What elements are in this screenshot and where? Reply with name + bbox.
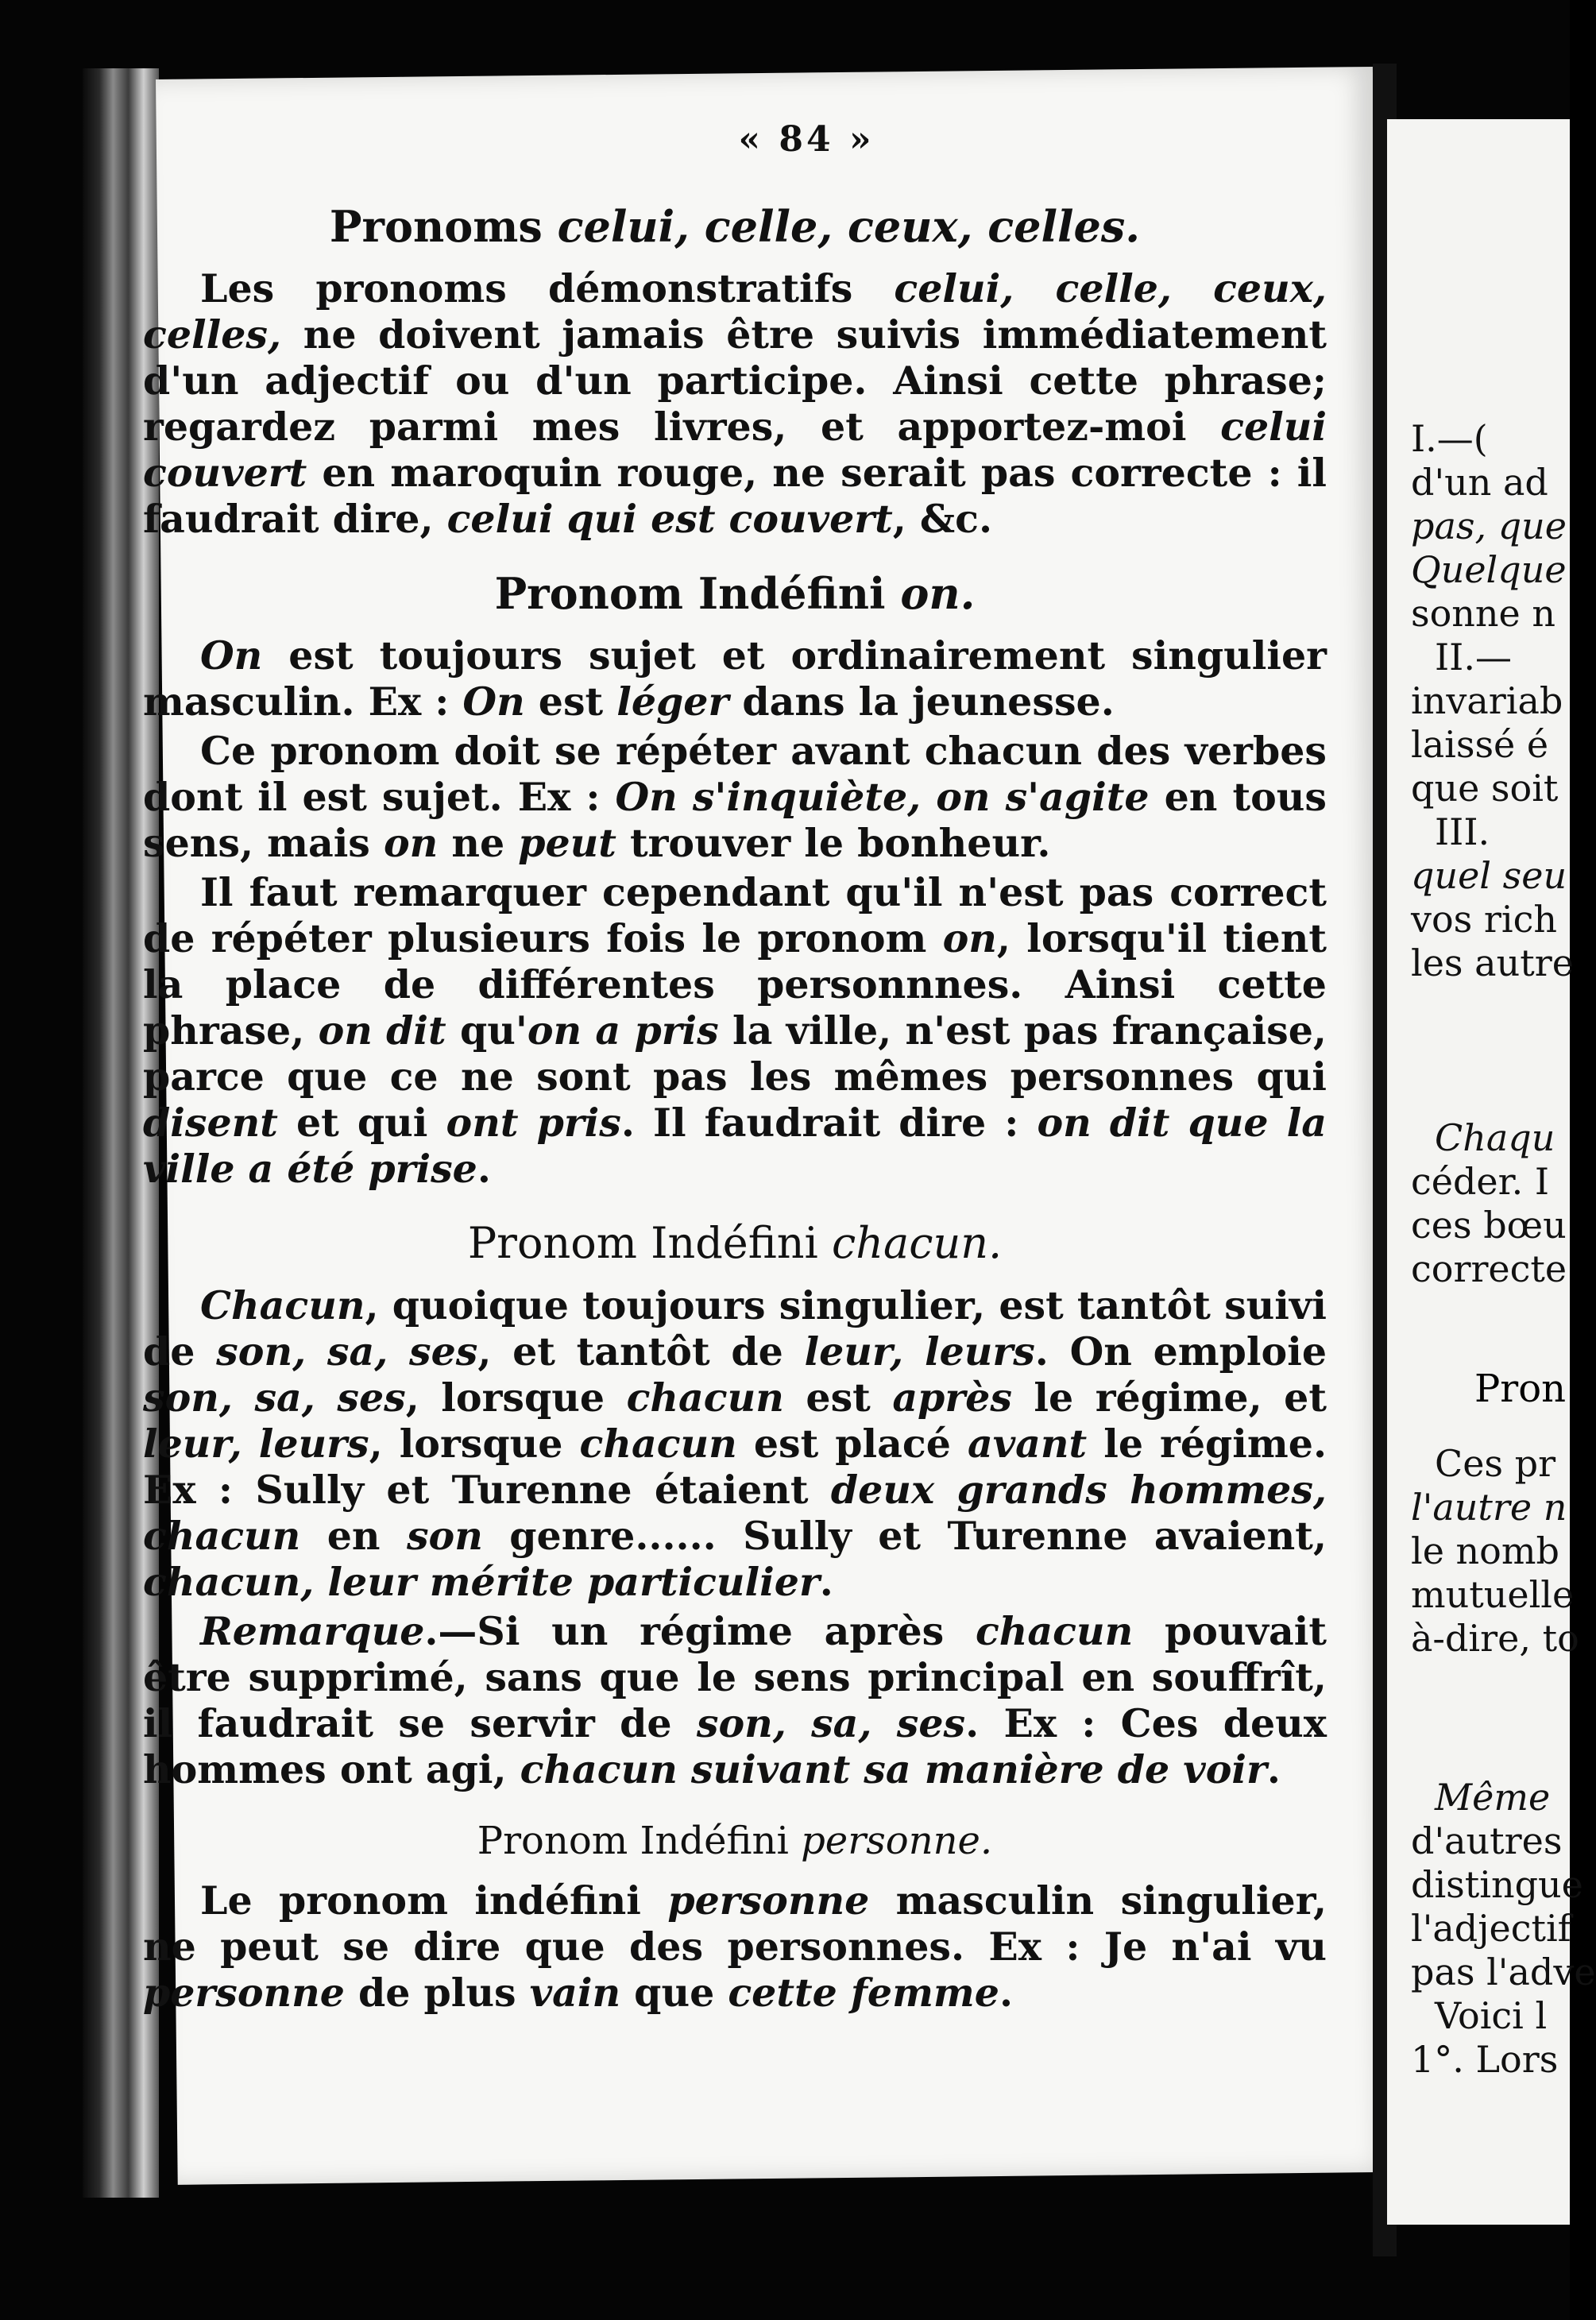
left-page-text	[143, 119, 1327, 2019]
page-number	[286, 119, 1327, 175]
right-fragment: à-dire, to	[1411, 1617, 1579, 1660]
right-fragment: d'un ad	[1411, 461, 1548, 504]
right-fragment: les autre	[1411, 942, 1574, 984]
page-number-ornament-left: «	[738, 119, 764, 160]
right-fragment: Même	[1435, 1776, 1551, 1819]
right-fragment: Ces pr	[1435, 1442, 1556, 1485]
section-heading-personne	[143, 1819, 1327, 1863]
heading-prefix: Pronoms	[329, 201, 558, 252]
paragraph: Les pronoms démonstratifs celui, celle, ceux, celles, ne doivent jamais être suivis immédiatement d'un adjectif ou d'un participe. Ainsi cette phrase; regardez parmi mes livres, et apportez-moi celui couvert en maroquin rouge, ne serait pas correcte : il faudrait dire, celui qui est couvert, &c.	[143, 265, 1327, 543]
right-fragment: I.—(	[1411, 417, 1488, 460]
section-heading-celui	[143, 202, 1327, 251]
right-fragment: 1°. Lors	[1411, 2038, 1559, 2081]
right-fragment: sonne n	[1411, 592, 1556, 635]
right-fragment: que soit	[1411, 767, 1559, 810]
right-heading-fragment: Pron	[1474, 1367, 1567, 1411]
paragraph: Remarque.—Si un régime après chacun pouvait être supprimé, sans que le sens principal en souffrît, il faudrait se servir de son, sa, ses. Ex : Ces deux hommes ont agi, chacun suivant sa manière de voir.	[143, 1608, 1327, 1793]
heading-prefix: Pronom Indéfini	[494, 568, 901, 620]
right-fragment: d'autres	[1411, 1819, 1563, 1862]
right-page	[1387, 119, 1596, 2225]
right-fragment: laissé é	[1411, 723, 1549, 766]
heading-term: on.	[900, 568, 976, 620]
section-heading-on	[143, 569, 1327, 618]
right-fragment: pas l'adve	[1411, 1951, 1596, 1993]
right-fragment: ces bœu	[1411, 1204, 1567, 1247]
page-number-value: 84	[779, 119, 834, 160]
paragraph: Chacun, quoique toujours singulier, est tantôt suivi de son, sa, ses, et tantôt de leur, leurs. On emploie son, sa, ses, lorsque chacun est après le régime, et leur, leurs, lorsque chacun est placé avant le régime. Ex : Sully et Turenne étaient deux grands hommes, chacun en son genre...... Sully et Turenne avaient, chacun, leur mérite particulier.	[143, 1282, 1327, 1606]
paragraph: Le pronom indéfini personne masculin singulier, ne peut se dire que des personnes. Ex : Je n'ai vu personne de plus vain que cette femme.	[143, 1877, 1327, 2016]
right-fragment: II.—	[1435, 636, 1512, 679]
heading-term: celui, celle, ceux, celles.	[557, 201, 1141, 252]
section-heading-chacun	[143, 1219, 1327, 1268]
right-fragment: l'autre n	[1411, 1486, 1567, 1529]
right-fragment: distingue	[1411, 1863, 1583, 1906]
page-number-ornament-right: »	[848, 119, 875, 160]
heading-prefix: Pronom Indéfini	[467, 1218, 832, 1269]
paragraph: Ce pronom doit se répéter avant chacun des verbes dont il est sujet. Ex : On s'inquiète, on s'agite en tous sens, mais on ne peut trouver le bonheur.	[143, 728, 1327, 867]
right-fragment: correcte	[1411, 1247, 1567, 1290]
right-fragment: invariab	[1411, 679, 1563, 722]
right-fragment: céder. I	[1411, 1160, 1550, 1203]
right-fragment: Chaqu	[1435, 1116, 1555, 1159]
right-fragment: pas, que	[1411, 505, 1567, 547]
heading-term: chacun.	[832, 1218, 1003, 1269]
right-fragment: Voici l	[1435, 1994, 1548, 2037]
right-fragment: mutuelle	[1411, 1573, 1575, 1616]
right-fragment: le nomb	[1411, 1529, 1559, 1572]
right-fragment: l'adjectif	[1411, 1907, 1571, 1950]
right-fragment: Quelque	[1411, 548, 1567, 591]
heading-term: personne.	[801, 1819, 993, 1864]
paragraph: Il faut remarquer cependant qu'il n'est pas correct de répéter plusieurs fois le pronom on, lorsqu'il tient la place de différentes personnnes. Ainsi cette phrase, on dit qu'on a pris la ville, n'est pas française, parce que ce ne sont pas les mêmes personnes qui disent et qui ont pris. Il faudrait dire : on dit que la ville a été prise.	[143, 869, 1327, 1193]
heading-prefix: Pronom Indéfini	[477, 1819, 802, 1864]
right-fragment: III.	[1435, 810, 1490, 853]
paragraph: On est toujours sujet et ordinairement singulier masculin. Ex : On est léger dans la jeunesse.	[143, 632, 1327, 725]
right-fragment: quel seu	[1411, 854, 1567, 897]
right-fragment: vos rich	[1411, 898, 1557, 941]
